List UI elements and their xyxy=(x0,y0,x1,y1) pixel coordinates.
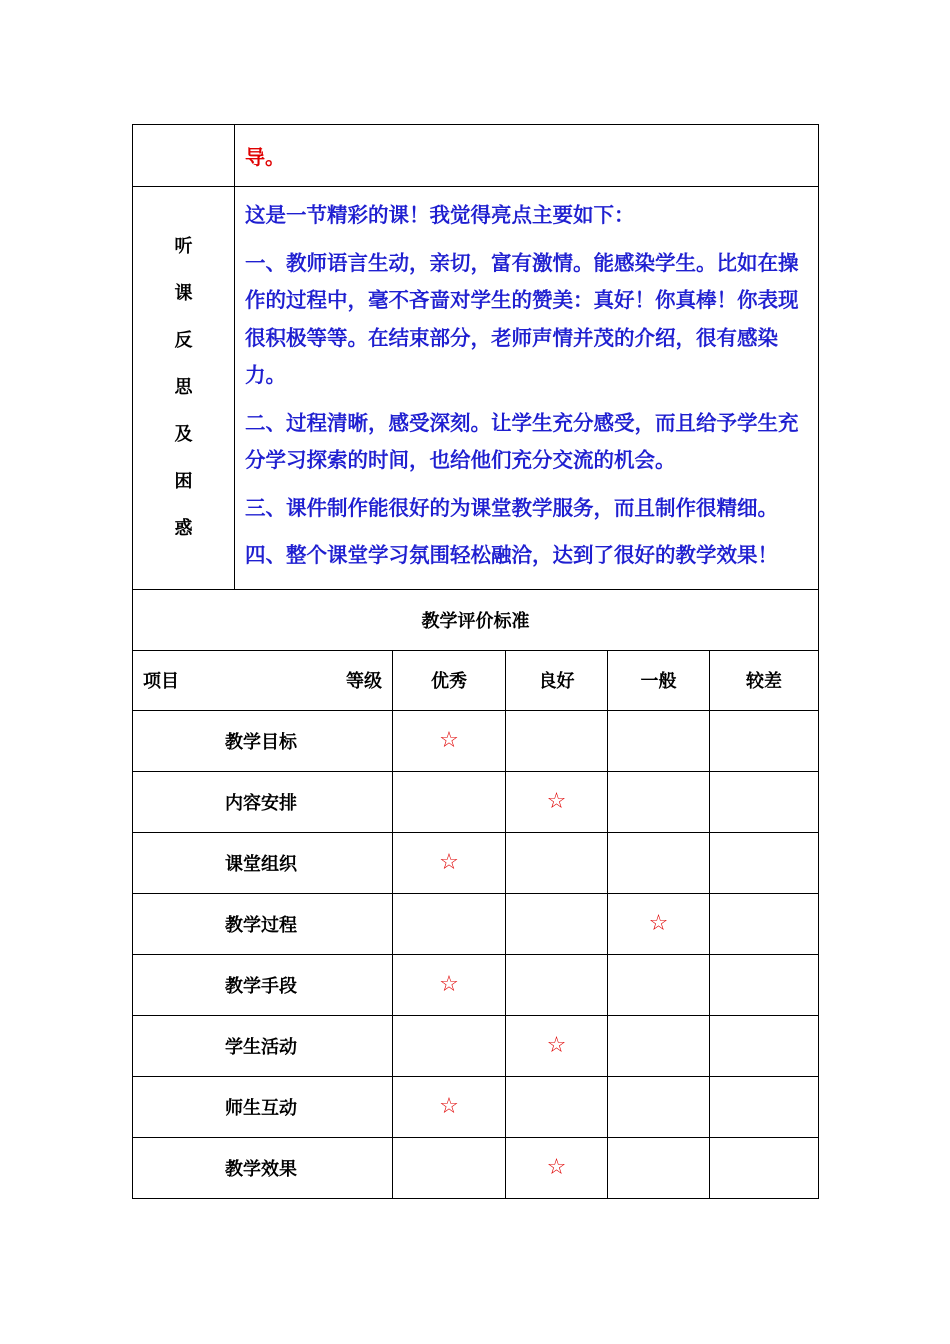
grade-cell xyxy=(506,832,608,893)
header-grade-good: 良好 xyxy=(506,650,608,710)
grade-cell xyxy=(393,832,506,893)
grade-cell xyxy=(710,954,819,1015)
grade-cell xyxy=(393,1076,506,1137)
reflection-row xyxy=(133,187,819,590)
evaluation-header-row xyxy=(133,650,819,710)
grade-cell xyxy=(393,1015,506,1076)
reflection-paragraph: 三、课件制作能很好的为课堂教学服务，而且制作很精细。 xyxy=(245,495,778,520)
grade-cell xyxy=(608,710,710,771)
grade-cell xyxy=(608,771,710,832)
star-mark-icon: ☆ xyxy=(439,728,459,753)
reflection-label-char: 听 xyxy=(174,236,193,258)
star-mark-icon: ☆ xyxy=(439,1094,459,1119)
evaluation-item-name: 教学效果 xyxy=(133,1137,393,1198)
header-grade-poor: 较差 xyxy=(710,650,819,710)
reflection-label xyxy=(133,187,235,590)
grade-cell xyxy=(393,1137,506,1198)
star-mark-icon: ☆ xyxy=(439,850,459,875)
evaluation-item-name: 课堂组织 xyxy=(133,832,393,893)
grade-cell xyxy=(393,954,506,1015)
grade-cell xyxy=(710,1015,819,1076)
evaluation-item-name: 教学过程 xyxy=(133,893,393,954)
evaluation-item-name: 师生互动 xyxy=(133,1076,393,1137)
evaluation-row xyxy=(133,710,819,771)
evaluation-row xyxy=(133,771,819,832)
header-grade-average: 一般 xyxy=(608,650,710,710)
grade-cell xyxy=(506,771,608,832)
reflection-paragraph: 一、教师语言生动，亲切，富有激情。能感染学生。比如在操作的过程中，毫不吝啬对学生的赞美：真好！你真棒！你表现很积极等等。在结束部分，老师声情并茂的介绍，很有感染力。 xyxy=(245,250,799,387)
grade-cell xyxy=(608,1076,710,1137)
star-mark-icon: ☆ xyxy=(648,911,669,936)
reflection-label-char: 惑 xyxy=(174,518,193,540)
star-mark-icon: ☆ xyxy=(546,1155,567,1180)
star-mark-icon: ☆ xyxy=(439,972,459,997)
grade-cell xyxy=(393,893,506,954)
continued-label-cell xyxy=(133,125,235,187)
grade-cell xyxy=(608,832,710,893)
grade-cell xyxy=(710,1137,819,1198)
evaluation-row xyxy=(133,832,819,893)
reflection-paragraph: 这是一节精彩的课！我觉得亮点主要如下： xyxy=(245,203,635,227)
grade-cell xyxy=(506,893,608,954)
evaluation-row xyxy=(133,954,819,1015)
header-item-grade-cell xyxy=(133,650,393,710)
evaluation-row xyxy=(133,1137,819,1198)
continued-row xyxy=(133,125,819,187)
grade-cell xyxy=(710,710,819,771)
reflection-paragraph: 二、过程清晰，感受深刻。让学生充分感受，而且给予学生充分学习探索的时间，也给他们充分交流的机会。 xyxy=(245,410,799,472)
grade-cell xyxy=(710,832,819,893)
reflection-paragraph: 四、整个课堂学习氛围轻松融洽，达到了很好的教学效果！ xyxy=(245,543,778,567)
grade-cell xyxy=(506,1076,608,1137)
grade-cell xyxy=(506,1137,608,1198)
header-grade-label: 等级 xyxy=(346,671,382,692)
grade-cell xyxy=(710,893,819,954)
reflection-label-char: 课 xyxy=(174,283,193,305)
header-item-label: 项目 xyxy=(143,671,179,692)
evaluation-item-name: 学生活动 xyxy=(133,1015,393,1076)
reflection-label-char: 困 xyxy=(174,471,193,493)
reflection-label-char: 反 xyxy=(174,330,193,352)
evaluation-title-row xyxy=(133,589,819,650)
evaluation-item-name: 教学目标 xyxy=(133,710,393,771)
evaluation-row xyxy=(133,893,819,954)
grade-cell xyxy=(506,954,608,1015)
grade-cell xyxy=(393,710,506,771)
star-mark-icon: ☆ xyxy=(546,789,567,814)
grade-cell xyxy=(710,1076,819,1137)
evaluation-row xyxy=(133,1015,819,1076)
header-grade-excellent: 优秀 xyxy=(393,650,506,710)
grade-cell xyxy=(608,1015,710,1076)
grade-cell xyxy=(506,1015,608,1076)
reflection-label-char: 思 xyxy=(174,377,193,399)
reflection-label-char: 及 xyxy=(174,424,193,446)
grade-cell xyxy=(608,1137,710,1198)
grade-cell xyxy=(506,710,608,771)
evaluation-item-name: 内容安排 xyxy=(133,771,393,832)
grade-cell xyxy=(710,771,819,832)
grade-cell xyxy=(608,893,710,954)
grade-cell xyxy=(393,771,506,832)
continued-text: 导。 xyxy=(235,125,819,187)
evaluation-title: 教学评价标准 xyxy=(133,589,819,650)
lesson-evaluation-table xyxy=(132,124,819,1199)
reflection-content xyxy=(235,187,819,590)
grade-cell xyxy=(608,954,710,1015)
evaluation-row xyxy=(133,1076,819,1137)
evaluation-item-name: 教学手段 xyxy=(133,954,393,1015)
star-mark-icon: ☆ xyxy=(546,1033,567,1058)
